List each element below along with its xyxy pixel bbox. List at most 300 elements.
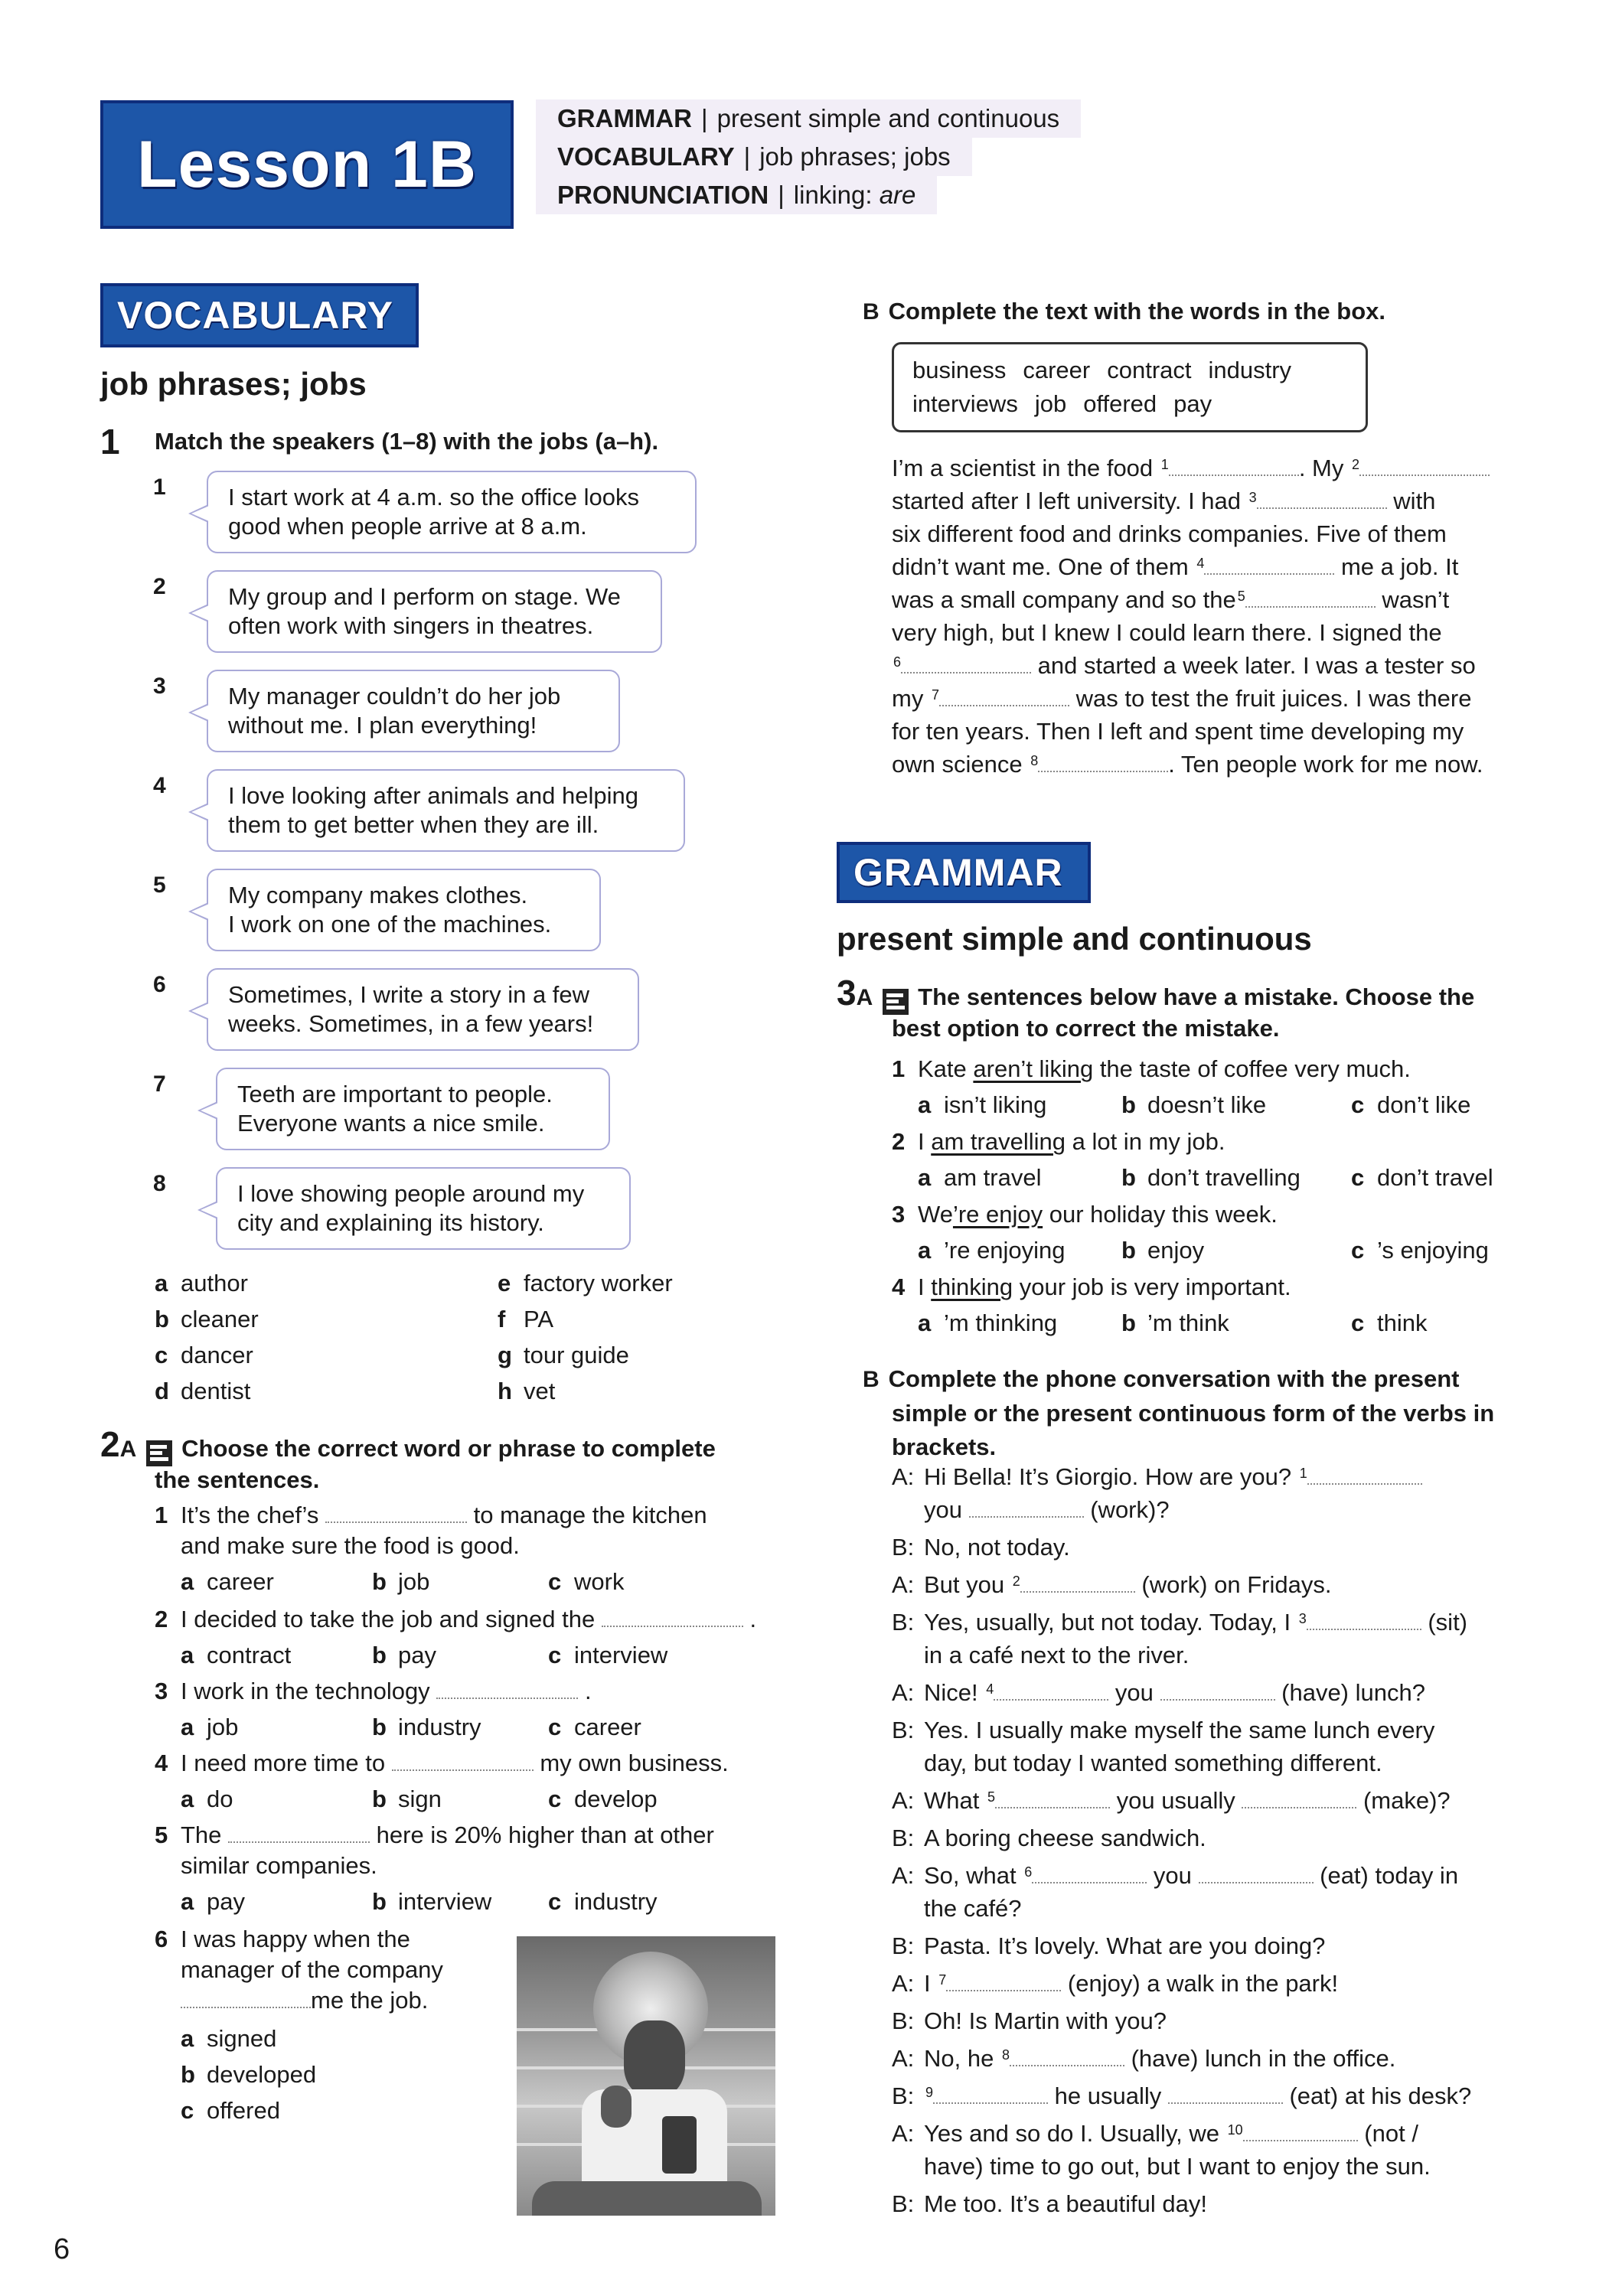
question-text-cont: manager of the company: [181, 1956, 443, 1983]
answer-option[interactable]: [918, 1306, 1057, 1339]
vocabulary-subheading: job phrases; jobs: [100, 366, 367, 402]
answer-option[interactable]: [1121, 1088, 1266, 1121]
option-label: don’t travel: [1377, 1164, 1493, 1191]
dialogue-text: No, he: [924, 2045, 994, 2072]
answer-option[interactable]: [181, 2058, 316, 2091]
text-line: I’m a scientist in the food $^1$ . My $^2$: [892, 452, 1535, 484]
dialogue-line: [892, 1784, 1542, 1817]
answer-gap[interactable]: [1032, 1864, 1147, 1883]
option-label: contract: [207, 1642, 292, 1668]
answer-gap[interactable]: [436, 1679, 578, 1699]
answer-option[interactable]: [548, 1639, 667, 1671]
question-text: your job is very important.: [1013, 1274, 1291, 1300]
question: [155, 1923, 410, 1955]
question-text: I: [918, 1274, 932, 1300]
answer-option[interactable]: [372, 1711, 481, 1743]
exercise-1-instruction: Match the speakers (1–8) with the jobs (a–h).: [155, 428, 659, 455]
question-number: 4: [892, 1274, 906, 1300]
option-letter: a: [918, 1091, 932, 1118]
dialogue-line: [892, 2117, 1542, 2183]
text-line: my $^7$ was to test the fruit juices. I was there: [892, 685, 1472, 712]
dialogue-text: (enjoy) a walk in the park!: [1067, 1970, 1339, 1997]
question-number: 2: [892, 1128, 906, 1155]
dialogue-text: Yes and so do I. Usually, we: [924, 2120, 1220, 2147]
answer-gap[interactable]: [1199, 1864, 1314, 1883]
lesson-title: Lesson 1B: [137, 127, 477, 201]
answer-gap-3[interactable]: [1257, 489, 1387, 509]
speech-bubble: [216, 1068, 610, 1150]
lesson-title-box: [100, 100, 514, 229]
speech-line: I work on one of the machines.: [228, 911, 552, 938]
question-text: I decided to take the job and signed the: [181, 1606, 596, 1632]
job-option[interactable]: [498, 1339, 629, 1371]
speech-line: I love looking after animals and helping: [228, 782, 638, 809]
header-key: PRONUNCIATION: [557, 181, 769, 209]
gap-number: 9: [925, 2085, 934, 2100]
answer-gap-7[interactable]: [939, 687, 1069, 706]
question-number: 1: [892, 1055, 906, 1082]
exercise-2-letter: A: [119, 1437, 137, 1462]
speech-bubble: [216, 1167, 631, 1250]
answer-gap[interactable]: [325, 1503, 467, 1523]
option-label: signed: [207, 2025, 277, 2052]
option-label: pay: [398, 1642, 436, 1668]
option-label: career: [574, 1714, 641, 1740]
option-letter: b: [372, 1568, 387, 1595]
option-letter: b: [1121, 1309, 1136, 1336]
question-text: me the job.: [311, 1987, 429, 2014]
speech-bubble: [207, 869, 601, 951]
dialogue-text: Nice!: [924, 1679, 978, 1706]
word-box: [892, 342, 1368, 432]
answer-option[interactable]: [372, 1565, 429, 1598]
question-text: the taste of coffee very much.: [1093, 1055, 1411, 1082]
exercise-3a-instruction: The sentences below have a mistake. Choose the: [918, 983, 1475, 1010]
exercise-2a-instruction: Choose the correct word or phrase to complete: [181, 1435, 716, 1462]
dialogue-text: A boring cheese sandwich.: [924, 1825, 1206, 1851]
answer-gap[interactable]: [602, 1607, 743, 1627]
answer-option[interactable]: [548, 1565, 624, 1598]
answer-gap[interactable]: [392, 1751, 534, 1771]
job-label: dancer: [181, 1342, 253, 1368]
word-box-item: career: [1023, 357, 1091, 383]
option-label: job: [398, 1568, 430, 1595]
speaker-label: A:: [892, 2120, 915, 2147]
word-box-item: contract: [1107, 357, 1192, 383]
speech-line: weeks. Sometimes, in a few years!: [228, 1010, 594, 1037]
gap-number: 7: [938, 1972, 947, 1988]
answer-gap[interactable]: [1168, 2084, 1283, 2104]
gap-number: 5: [987, 1789, 995, 1805]
option-label: am travel: [944, 1164, 1042, 1191]
vocabulary-banner: [100, 283, 419, 347]
answer-gap-2[interactable]: [1359, 456, 1490, 476]
header-value: linking:: [793, 181, 880, 209]
question: [155, 1675, 767, 1707]
job-option[interactable]: [155, 1303, 259, 1336]
question-text: The: [181, 1821, 222, 1848]
option-label: enjoy: [1147, 1237, 1205, 1264]
option-label: industry: [398, 1714, 481, 1740]
answer-option[interactable]: [1121, 1234, 1204, 1267]
dialogue-text: (eat) at his desk?: [1289, 2082, 1472, 2109]
option-label: work: [574, 1568, 625, 1595]
option-label: develop: [574, 1786, 658, 1812]
answer-option[interactable]: [1351, 1234, 1489, 1267]
option-label: don’t like: [1377, 1091, 1471, 1118]
gap-fill-text: [892, 452, 1535, 781]
job-label: PA: [524, 1306, 554, 1332]
job-option[interactable]: [155, 1375, 250, 1407]
dialogue-text: (sit): [1428, 1609, 1468, 1636]
option-label: ’s enjoying: [1377, 1237, 1489, 1264]
speaker-number: 5: [153, 872, 166, 898]
exercise-b-letter: B: [863, 299, 880, 325]
answer-gap-6[interactable]: [901, 654, 1031, 673]
grammar-subheading: present simple and continuous: [837, 921, 1312, 957]
header-value: present simple and continuous: [716, 104, 1060, 132]
answer-gap-8[interactable]: [1038, 752, 1168, 772]
speaker-label: A:: [892, 1571, 915, 1598]
job-label: factory worker: [524, 1270, 673, 1296]
answer-gap[interactable]: [969, 1498, 1084, 1518]
gap-number: 4: [986, 1681, 994, 1697]
dialogue-text: the café?: [924, 1895, 1022, 1922]
header-vocabulary-row: [536, 138, 972, 176]
word-box-item: business: [912, 357, 1007, 383]
dialogue-text: What: [924, 1787, 980, 1814]
speaker-label: B:: [892, 2007, 915, 2034]
dialogue-line: [892, 2079, 1542, 2112]
answer-option[interactable]: [181, 2094, 280, 2127]
question-text: Kate: [918, 1055, 974, 1082]
option-label: do: [207, 1786, 233, 1812]
option-label: isn’t liking: [944, 1091, 1047, 1118]
question-text: here is 20% higher than at other: [376, 1821, 714, 1848]
dialogue-text: No, not today.: [924, 1534, 1070, 1561]
dialogue-text: Me too. It’s a beautiful day!: [924, 2190, 1207, 2217]
dialogue-text: in a café next to the river.: [924, 1642, 1190, 1668]
option-letter: a: [181, 1642, 194, 1668]
option-label: think: [1377, 1309, 1428, 1336]
dialogue-text: Hi Bella! It’s Giorgio. How are you?: [924, 1463, 1292, 1490]
speaker-label: A:: [892, 2045, 915, 2072]
option-letter: b: [1121, 1091, 1136, 1118]
dialogue-text: you: [1115, 1679, 1154, 1706]
dialogue-text: Pasta. It’s lovely. What are you doing?: [924, 1932, 1326, 1959]
answer-option[interactable]: [918, 1161, 1041, 1194]
exercise-1b-header: [863, 295, 1385, 328]
question: [155, 1818, 767, 1851]
speaker-label: B:: [892, 2082, 915, 2109]
exercise-3b-letter: B: [863, 1367, 880, 1392]
answer-option[interactable]: [548, 1782, 658, 1815]
speech-bubble: [207, 769, 685, 852]
question: [892, 1125, 1225, 1158]
question-text: to manage the kitchen: [473, 1502, 707, 1528]
option-letter: a: [181, 1714, 194, 1740]
job-letter: d: [155, 1378, 169, 1404]
job-label: vet: [524, 1378, 556, 1404]
dialogue-text: you usually: [1116, 1787, 1235, 1814]
answer-option[interactable]: [181, 2022, 276, 2055]
question-text: I was happy when the: [181, 1926, 410, 1952]
answer-gap[interactable]: [1307, 1610, 1421, 1630]
answer-option[interactable]: [918, 1088, 1046, 1121]
option-letter: b: [1121, 1164, 1136, 1191]
dialogue-text: day, but today I wanted something different.: [924, 1750, 1382, 1776]
speaker-number: 8: [153, 1171, 166, 1196]
job-label: author: [181, 1270, 248, 1296]
answer-gap[interactable]: [1242, 1789, 1356, 1808]
speech-line: Everyone wants a nice smile.: [237, 1110, 545, 1137]
question-text: a lot in my job.: [1065, 1128, 1225, 1155]
job-option[interactable]: [498, 1303, 553, 1336]
option-letter: b: [1121, 1237, 1136, 1264]
speaker-number: 1: [153, 475, 166, 500]
dialogue-text: Oh! Is Martin with you?: [924, 2007, 1167, 2034]
answer-option[interactable]: [181, 1782, 233, 1815]
exercise-3a-instruction-cont: best option to correct the mistake.: [892, 1015, 1280, 1042]
dialogue-line: [892, 2004, 1542, 2037]
dialogue-text: (work)?: [1090, 1496, 1170, 1523]
answer-option[interactable]: [548, 1711, 641, 1743]
multiple-choice-icon: [146, 1440, 172, 1466]
speaker-label: B:: [892, 1932, 915, 1959]
dialogue-line: [892, 1967, 1542, 2000]
question: [892, 1270, 1291, 1303]
answer-gap[interactable]: [1010, 2047, 1124, 2066]
question-text: .: [584, 1678, 592, 1704]
exercise-3a-header: [837, 972, 1474, 1015]
exercise-3b-instruction: Complete the phone conversation with the present: [888, 1365, 1460, 1392]
header-grammar-row: [536, 99, 1081, 138]
gap-number: 1: [1299, 1466, 1307, 1481]
speech-line: My manager couldn’t do her job: [228, 683, 561, 709]
phone-conversation: [892, 1460, 1542, 2225]
exercise-3-letter: A: [856, 985, 873, 1010]
answer-gap[interactable]: [228, 1823, 370, 1843]
question-text: our holiday this week.: [1043, 1201, 1278, 1228]
speaker-label: A:: [892, 1463, 915, 1490]
exercise-1-number: 1: [100, 422, 120, 461]
option-letter: b: [372, 1786, 387, 1812]
job-letter: g: [498, 1342, 512, 1368]
answer-option[interactable]: [1351, 1306, 1427, 1339]
speech-bubble: [207, 670, 620, 752]
speaker-label: A:: [892, 1862, 915, 1889]
option-letter: a: [181, 1786, 194, 1812]
option-letter: a: [918, 1164, 932, 1191]
question-text-cont: similar companies.: [181, 1852, 377, 1879]
dialogue-line: [892, 1821, 1542, 1854]
answer-gap[interactable]: [1160, 1681, 1275, 1701]
answer-option[interactable]: [372, 1639, 436, 1671]
vocabulary-banner-label: VOCABULARY: [117, 294, 393, 337]
option-label: interview: [574, 1642, 668, 1668]
answer-gap-5[interactable]: [1245, 588, 1376, 608]
job-label: cleaner: [181, 1306, 259, 1332]
speech-line: without me. I plan everything!: [228, 712, 537, 739]
option-letter: b: [372, 1888, 387, 1915]
speech-line: them to get better when they are ill.: [228, 811, 599, 838]
header-pronunciation-row: [536, 176, 937, 214]
option-letter: c: [548, 1568, 562, 1595]
gap-number: 3: [1298, 1611, 1307, 1626]
answer-option[interactable]: [1121, 1306, 1229, 1339]
job-letter: h: [498, 1378, 512, 1404]
answer-option[interactable]: [1121, 1161, 1301, 1194]
job-option[interactable]: [155, 1267, 248, 1300]
option-letter: a: [918, 1237, 932, 1264]
gap-number: 8: [1001, 2047, 1010, 2063]
option-label: developed: [207, 2061, 317, 2088]
gap-number: 10: [1227, 2122, 1243, 2138]
word-box-item: pay: [1173, 390, 1212, 417]
exercise-3-number: 3: [837, 973, 857, 1013]
header-value-italic: are: [879, 181, 916, 209]
answer-gap[interactable]: [995, 1789, 1110, 1808]
job-option[interactable]: [155, 1339, 253, 1371]
dialogue-line: [892, 1460, 1542, 1526]
underlined-mistake: ’re enjoy: [952, 1201, 1043, 1228]
answer-option[interactable]: [181, 1885, 245, 1918]
text-line: for ten years. Then I left and spent time developing my: [892, 718, 1464, 745]
option-letter: c: [181, 2097, 194, 2124]
exercise-2a-instruction-cont: the sentences.: [155, 1466, 320, 1493]
answer-option[interactable]: [1351, 1161, 1493, 1194]
exercise-3b-header: [863, 1362, 1536, 1464]
dialogue-text: (have) lunch?: [1281, 1679, 1425, 1706]
question-number: 3: [155, 1678, 168, 1704]
answer-gap[interactable]: [181, 1988, 311, 2008]
dialogue-text: Yes. I usually make myself the same lunch every: [924, 1717, 1435, 1743]
job-option[interactable]: [498, 1267, 673, 1300]
answer-option[interactable]: [372, 1885, 491, 1918]
answer-gap[interactable]: [994, 1681, 1108, 1701]
answer-option[interactable]: [1351, 1088, 1470, 1121]
header-separator: |: [743, 142, 751, 171]
option-label: don’t travelling: [1147, 1164, 1301, 1191]
dialogue-text: you: [1153, 1862, 1192, 1889]
question-text: I need more time to: [181, 1750, 386, 1776]
speech-line: My company makes clothes.: [228, 882, 528, 908]
word-box-item: job: [1034, 390, 1067, 417]
question: [892, 1052, 1411, 1085]
text-line: was a small company and so the $^5$ wasn’t: [892, 586, 1450, 613]
speaker-label: A:: [892, 1679, 915, 1706]
dialogue-line: [892, 1929, 1542, 1962]
text-line: $^6$ and started a week later. I was a tester so: [893, 652, 1476, 679]
answer-gap[interactable]: [1243, 2122, 1358, 2141]
dialogue-line: [892, 2042, 1542, 2075]
answer-gap[interactable]: [1020, 1573, 1135, 1593]
option-label: job: [207, 1714, 239, 1740]
grammar-banner: [837, 842, 1091, 903]
multiple-choice-icon: [883, 989, 909, 1015]
gap-number: 2: [1012, 1574, 1020, 1589]
header-separator: |: [778, 181, 785, 209]
question-text: It’s the chef’s: [181, 1502, 319, 1528]
job-letter: e: [498, 1270, 511, 1296]
dialogue-text: Yes, usually, but not today. Today, I: [924, 1609, 1291, 1636]
speaker-label: A:: [892, 1970, 915, 1997]
question: [155, 1603, 767, 1636]
question-text: .: [749, 1606, 757, 1632]
speaker-number: 7: [153, 1071, 166, 1097]
option-label: ’m think: [1147, 1309, 1229, 1336]
text-line: own science $^8$ . Ten people work for me now.: [892, 751, 1483, 778]
option-letter: a: [918, 1309, 932, 1336]
woman-celebrating-with-phone-photo: [517, 1936, 775, 2216]
option-label: pay: [207, 1888, 245, 1915]
exercise-2-number: 2: [100, 1424, 120, 1464]
option-label: ’re enjoying: [944, 1237, 1066, 1264]
job-label: dentist: [181, 1378, 251, 1404]
dialogue-text: (make)?: [1363, 1787, 1451, 1814]
header-key: GRAMMAR: [557, 104, 692, 132]
answer-option[interactable]: [181, 1711, 238, 1743]
job-letter: a: [155, 1270, 168, 1296]
option-letter: c: [548, 1888, 562, 1915]
option-label: sign: [398, 1786, 442, 1812]
answer-option[interactable]: [372, 1782, 442, 1815]
answer-gap[interactable]: [946, 1971, 1061, 1991]
option-label: doesn’t like: [1147, 1091, 1267, 1118]
job-option[interactable]: [498, 1375, 555, 1407]
page-number: 6: [54, 2233, 70, 2265]
speech-line: often work with singers in theatres.: [228, 612, 594, 639]
word-box-item: offered: [1083, 390, 1157, 417]
option-label: ’m thinking: [944, 1309, 1058, 1336]
option-label: offered: [207, 2097, 280, 2124]
speech-bubble: [207, 968, 639, 1051]
exercise-3b-instruction-cont: brackets.: [892, 1433, 997, 1460]
dialogue-line: [892, 1606, 1542, 1671]
question-number: 1: [155, 1502, 168, 1528]
question-number: 3: [892, 1201, 906, 1228]
answer-gap[interactable]: [1307, 1465, 1422, 1485]
option-letter: c: [548, 1714, 562, 1740]
answer-option[interactable]: [918, 1234, 1066, 1267]
dialogue-text: (work) on Fridays.: [1141, 1571, 1332, 1598]
answer-gap-4[interactable]: [1204, 555, 1334, 575]
dialogue-line: [892, 2187, 1542, 2220]
speaker-label: B:: [892, 1825, 915, 1851]
option-letter: c: [1351, 1309, 1365, 1336]
option-label: industry: [574, 1888, 658, 1915]
underlined-mistake: am travelling: [931, 1128, 1066, 1155]
answer-gap-1[interactable]: [1169, 456, 1299, 476]
job-letter: c: [155, 1342, 168, 1368]
option-letter: c: [548, 1786, 562, 1812]
speech-line: city and explaining its history.: [237, 1209, 544, 1236]
answer-option[interactable]: [181, 1565, 274, 1598]
question: [892, 1198, 1278, 1231]
question-text-cont: [181, 1984, 428, 2017]
answer-option[interactable]: [548, 1885, 658, 1918]
grammar-banner-label: GRAMMAR: [853, 851, 1063, 894]
answer-option[interactable]: [181, 1639, 291, 1671]
option-letter: c: [1351, 1164, 1365, 1191]
answer-gap[interactable]: [933, 2084, 1048, 2104]
dialogue-line: [892, 1714, 1542, 1779]
question-text: We: [918, 1201, 953, 1228]
question-number: 2: [155, 1606, 168, 1632]
dialogue-text: (eat) today in: [1320, 1862, 1459, 1889]
option-letter: c: [1351, 1091, 1365, 1118]
word-box-item: industry: [1208, 357, 1292, 383]
